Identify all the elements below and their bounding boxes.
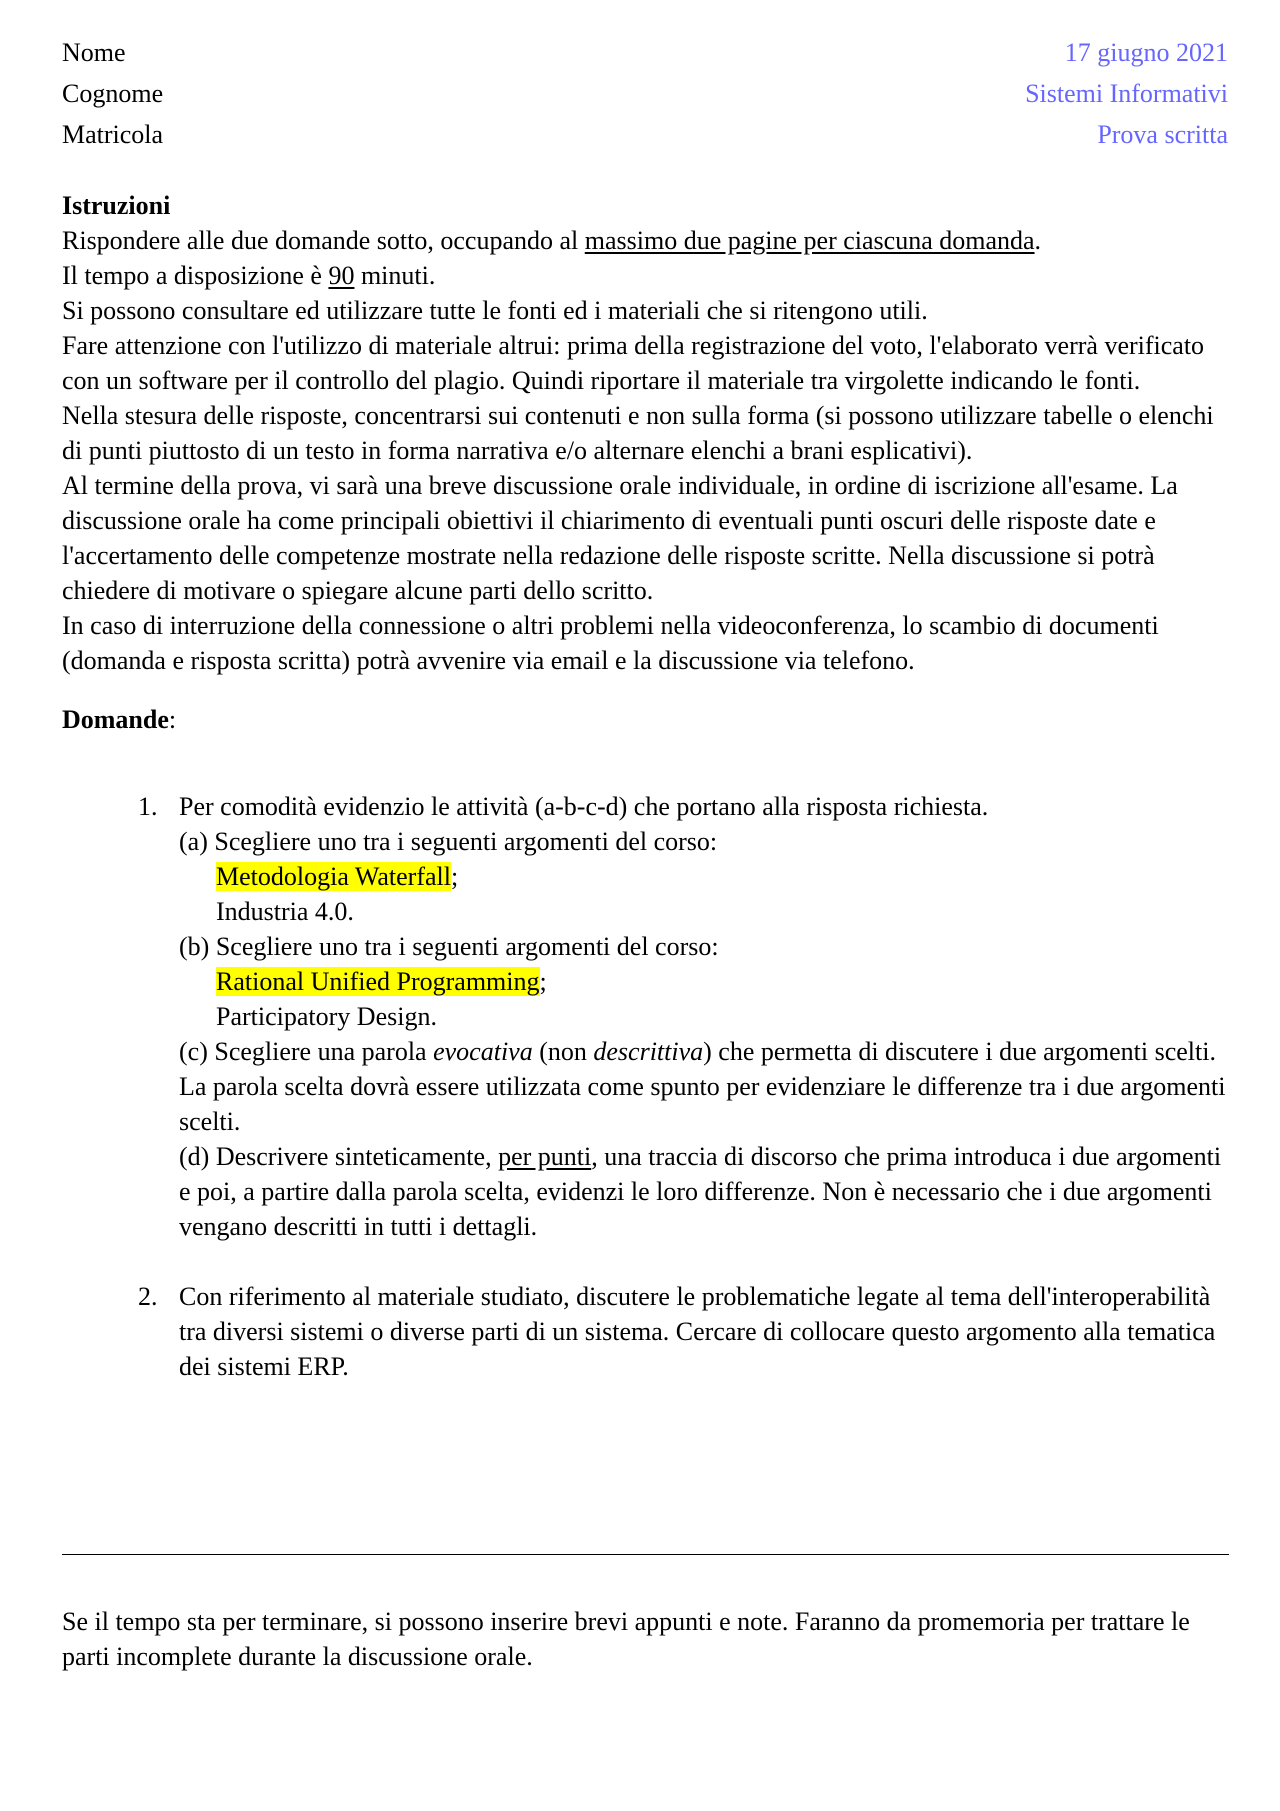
instruction-time-text: Il tempo a disposizione è [62, 261, 329, 290]
instruction-connection: In caso di interruzione della connessione o altri problemi nella videoconferenza, lo scambio di documenti (domanda e risposta scritta) potrà avvenire via email e la discussione via telefono. [62, 611, 1159, 675]
question-1-c [179, 1034, 1237, 1139]
instruction-time-end: minuti. [354, 261, 436, 290]
question-1-b-intro: (b) Scegliere uno tra i seguenti argomenti del corso: [179, 932, 719, 961]
istruzioni-heading: Istruzioni [62, 191, 171, 220]
instruction-time [62, 258, 1237, 293]
domande-heading-colon: : [168, 705, 177, 734]
highlighted-choice: Metodologia Waterfall [216, 862, 451, 891]
question-number: 2. [138, 1282, 158, 1311]
question-1-intro: Per comodità evidenzio le attività (a-b-c-d) che portano alla risposta richiesta. [179, 792, 989, 821]
student-fields [62, 32, 462, 155]
instruction-format: Nella stesura delle risposte, concentrarsi sui contenuti e non sulla forma (si possono utilizzare tabelle o elenchi di punti piuttosto di un testo in forma narrativa e/o alternare elenchi a brani esplicativi). [62, 401, 1214, 465]
question-2 [62, 1279, 1237, 1384]
option-suffix: ; [539, 967, 547, 996]
question-1-c-text: (c) Scegliere una parola [179, 1037, 434, 1066]
question-1-b-option-1 [179, 964, 1237, 999]
instruction-length [62, 223, 1237, 258]
question-1-d-per-punti: per punti [498, 1142, 592, 1171]
question-1-c-text-mid: (non [532, 1037, 594, 1066]
question-1-a-option-1 [179, 859, 1237, 894]
question-1-a-option-2: Industria 4.0. [216, 897, 354, 926]
highlighted-choice: Rational Unified Programming [216, 967, 540, 996]
instruction-plagiarism: Fare attenzione con l'utilizzo di materiale altrui: prima della registrazione del voto, l'elaborato verrà verificato con un software per il controllo del plagio. Quindi riportare il materiale tra virgolette indicando le fonti. [62, 331, 1205, 395]
exam-type: Prova scritta [1097, 120, 1228, 149]
question-1-d [179, 1139, 1237, 1244]
horizontal-divider [62, 1554, 1229, 1555]
exam-date: 17 giugno 2021 [1064, 38, 1228, 67]
question-1 [62, 789, 1237, 1244]
question-1-c-descrittiva: descrittiva [593, 1037, 704, 1066]
field-matricola: Matricola [62, 120, 164, 149]
instruction-time-minutes: 90 [328, 261, 355, 290]
exam-info [728, 32, 1228, 155]
instruction-oral: Al termine della prova, vi sarà una breve discussione orale individuale, in ordine di iscrizione all'esame. La discussione orale ha come principali obiettivi il chiarimento di eventuali punti oscuri delle risposte date e l'accertamento delle competenze mostrate nella redazione delle risposte scritte. Nella discussione si potrà chiedere di motivare o spiegare alcune parti dello scritto. [62, 471, 1178, 605]
document-body [62, 188, 1237, 1384]
field-cognome: Cognome [62, 79, 164, 108]
instruction-length-emphasis: massimo due pagine per ciascuna domanda [584, 226, 1035, 255]
question-1-d-text-end: , una traccia di discorso che prima introduca i due argomenti e poi, a partire dalla parola scelta, evidenzi le loro differenze. Non è necessario che i due argomenti vengano descritti in tutti i dettagli. [179, 1142, 1222, 1241]
instruction-length-text: Rispondere alle due domande sotto, occupando al [62, 226, 585, 255]
question-2-text: Con riferimento al materiale studiato, discutere le problematiche legate al tema dell'interoperabilità tra diversi sistemi o diverse parti di un sistema. Cercare di collocare questo argomento alla tematica dei sistemi ERP. [179, 1282, 1216, 1381]
footer-note: Se il tempo sta per terminare, si possono inserire brevi appunti e note. Faranno da promemoria per trattare le parti incomplete durante la discussione orale. [62, 1607, 1190, 1671]
instruction-length-end: . [1034, 226, 1042, 255]
instruction-sources: Si possono consultare ed utilizzare tutte le fonti ed i materiali che si ritengono utili. [62, 296, 928, 325]
course-name: Sistemi Informativi [1025, 79, 1228, 108]
question-1-d-text: (d) Descrivere sinteticamente, [179, 1142, 499, 1171]
question-1-b-option-2: Participatory Design. [216, 1002, 437, 1031]
question-1-c-evocativa: evocativa [433, 1037, 533, 1066]
domande-heading [62, 702, 1237, 737]
question-list [62, 789, 1237, 1384]
question-1-a-intro: (a) Scegliere uno tra i seguenti argomenti del corso: [179, 827, 718, 856]
domande-heading-label: Domande [62, 705, 169, 734]
option-suffix: ; [450, 862, 459, 891]
question-1-c-text-end: ) che permetta di discutere i due argomenti scelti. La parola scelta dovrà essere utilizzata come spunto per evidenziare le differenze tra i due argomenti scelti. [179, 1037, 1226, 1136]
field-nome: Nome [62, 38, 126, 67]
question-number: 1. [138, 792, 158, 821]
